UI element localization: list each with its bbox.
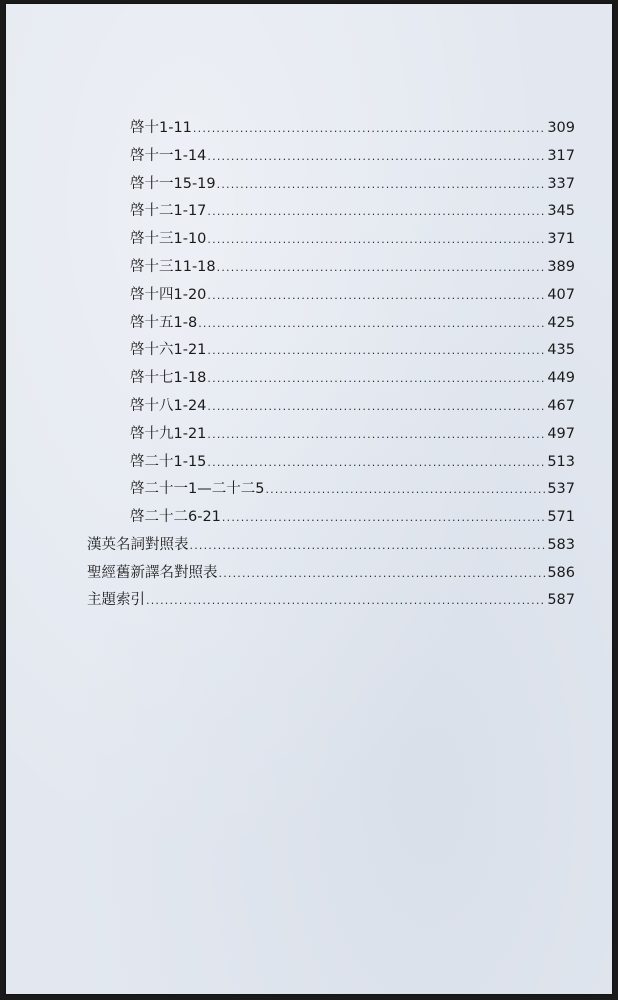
toc-entry-label: 啓十一15-19	[130, 176, 216, 192]
toc-entry-page: 537	[547, 481, 575, 497]
toc-entry-page: 317	[547, 148, 575, 164]
dot-leader	[217, 178, 547, 191]
dot-leader	[207, 428, 546, 441]
toc-entry[interactable]	[87, 533, 575, 555]
toc-entry-label: 主題索引	[87, 592, 145, 608]
dot-leader	[207, 150, 546, 163]
toc-entry-label: 啓二十二6-21	[130, 509, 221, 525]
toc-entry-label: 啓十八1-24	[130, 398, 207, 414]
toc-entry[interactable]	[130, 283, 575, 305]
toc-entry[interactable]	[130, 116, 575, 138]
dot-leader	[207, 205, 546, 218]
toc-entry[interactable]	[130, 311, 575, 333]
toc-entry-label: 漢英名詞對照表	[87, 537, 189, 553]
toc-entry-page: 309	[547, 120, 575, 136]
dot-leader	[207, 372, 546, 385]
toc-entry[interactable]	[130, 394, 575, 416]
toc-entry-page: 587	[547, 592, 575, 608]
toc-entry-label: 啓十一1-14	[130, 148, 207, 164]
book-page	[6, 4, 612, 994]
dot-leader	[222, 511, 546, 524]
toc-entry-label: 啓十三11-18	[130, 259, 216, 275]
toc-entry-label: 啓十1-11	[130, 120, 192, 136]
table-of-contents	[6, 4, 612, 994]
toc-entry-page: 583	[547, 537, 575, 553]
toc-entry-page: 345	[547, 203, 575, 219]
dot-leader	[146, 594, 546, 607]
dot-leader	[198, 317, 546, 330]
toc-entry-label: 啓十四1-20	[130, 287, 207, 303]
dot-leader	[207, 233, 546, 246]
toc-entry-label: 啓十七1-18	[130, 370, 207, 386]
toc-entry-page: 467	[547, 398, 575, 414]
toc-entry[interactable]	[130, 422, 575, 444]
toc-entry[interactable]	[130, 338, 575, 360]
toc-entry[interactable]	[130, 366, 575, 388]
toc-entry-page: 571	[547, 509, 575, 525]
toc-entry-label: 啓二十一1—二十二5	[130, 481, 265, 497]
toc-entry-page: 513	[547, 454, 575, 470]
toc-entry-page: 425	[547, 315, 575, 331]
toc-entry-page: 449	[547, 370, 575, 386]
dot-leader	[207, 456, 546, 469]
dot-leader	[207, 289, 546, 302]
toc-entry-label: 啓二十1-15	[130, 454, 207, 470]
toc-entry-page: 586	[547, 565, 575, 581]
toc-entry[interactable]	[130, 255, 575, 277]
toc-entry[interactable]	[87, 588, 575, 610]
toc-entry[interactable]	[130, 227, 575, 249]
toc-entry[interactable]	[130, 450, 575, 472]
dot-leader	[207, 400, 546, 413]
dot-leader	[217, 261, 547, 274]
toc-entry-label: 啓十五1-8	[130, 315, 198, 331]
toc-entry[interactable]	[130, 505, 575, 527]
toc-entry-page: 407	[547, 287, 575, 303]
toc-entry-page: 337	[547, 176, 575, 192]
dot-leader	[193, 122, 546, 135]
toc-entry-label: 啓十六1-21	[130, 342, 207, 358]
dot-leader	[207, 344, 546, 357]
dot-leader	[265, 483, 546, 496]
toc-entry-label: 啓十九1-21	[130, 426, 207, 442]
dot-leader	[219, 567, 547, 580]
toc-entry-page: 497	[547, 426, 575, 442]
dot-leader	[190, 539, 547, 552]
toc-entry[interactable]	[130, 144, 575, 166]
toc-entry[interactable]	[87, 561, 575, 583]
toc-entry-page: 435	[547, 342, 575, 358]
toc-entry-label: 啓十三1-10	[130, 231, 207, 247]
toc-entry-label: 聖經舊新譯名對照表	[87, 565, 218, 581]
toc-entry[interactable]	[130, 477, 575, 499]
toc-entry[interactable]	[130, 172, 575, 194]
toc-entry-label: 啓十二1-17	[130, 203, 207, 219]
toc-entry-page: 371	[547, 231, 575, 247]
toc-entry-page: 389	[547, 259, 575, 275]
toc-entry[interactable]	[130, 199, 575, 221]
